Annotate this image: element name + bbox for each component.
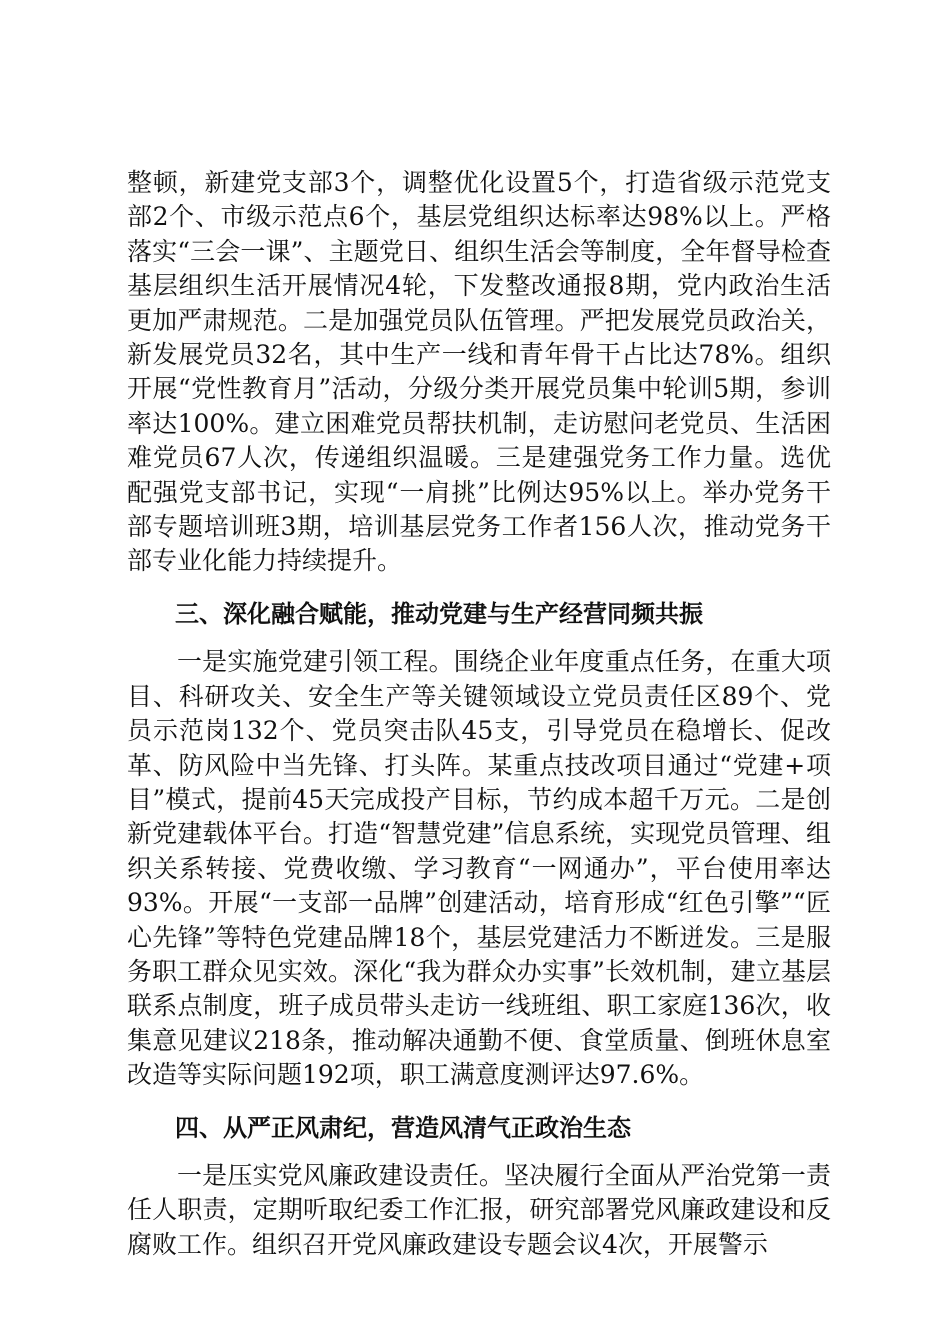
section-heading-4: 四、从严正风肃纪，营造风清气正政治生态 xyxy=(175,1113,631,1142)
section-heading-3: 三、深化融合赋能，推动党建与生产经营同频共振 xyxy=(175,599,703,628)
paragraph-section-3: 一是实施党建引领工程。围绕企业年度重点任务，在重大项目、科研攻关、安全生产等关键领域设立党员责任区89个、党员示范岗132个、党员突击队45支，引导党员在稳增长、促改革、防风险中当先锋、打头阵。某重点技改项目通过“党建+项目”模式，提前45天完成投产目标，节约成本超千万元。二是创新党建载体平台。打造“智慧党建”信息系统，实现党员管理、组织关系转接、党费收缴、学习教育“一网通办”，平台使用率达93%。开展“一支部一品牌”创建活动，培育形成“红色引擎”“匠心先锋”等特色党建品牌18个，基层党建活力不断迸发。三是服务职工群众见实效。深化“我为群众办实事”长效机制，建立基层联系点制度，班子成员带头走访一线班组、职工家庭136次，收集意见建议218条，推动解决通勤不便、食堂质量、倒班休息室改造等实际问题192项，职工满意度测评达97.6%。 xyxy=(127,647,831,1090)
paragraph-section-4: 一是压实党风廉政建设责任。坚决履行全面从严治党第一责任人职责，定期听取纪委工作汇报，研究部署党风廉政建设和反腐败工作。组织召开党风廉政建设专题会议4次，开展警示 xyxy=(127,1160,831,1259)
document-body xyxy=(127,166,831,1262)
paragraph-continuation: 整顿，新建党支部3个，调整优化设置5个，打造省级示范党支部2个、市级示范点6个，基层党组织达标率达98%以上。严格落实“三会一课”、主题党日、组织生活会等制度，全年督导检查基层组织生活开展情况4轮，下发整改通报8期，党内政治生活更加严肃规范。二是加强党员队伍管理。严把发展党员政治关，新发展党员32名，其中生产一线和青年骨干占比达78%。组织开展“党性教育月”活动，分级分类开展党员集中轮训5期，参训率达100%。建立困难党员帮扶机制，走访慰问老党员、生活困难党员67人次，传递组织温暖。三是建强党务工作力量。选优配强党支部书记，实现“一肩挑”比例达95%以上。举办党务干部专题培训班3期，培训基层党务工作者156人次，推动党务干部专业化能力持续提升。 xyxy=(127,168,831,576)
